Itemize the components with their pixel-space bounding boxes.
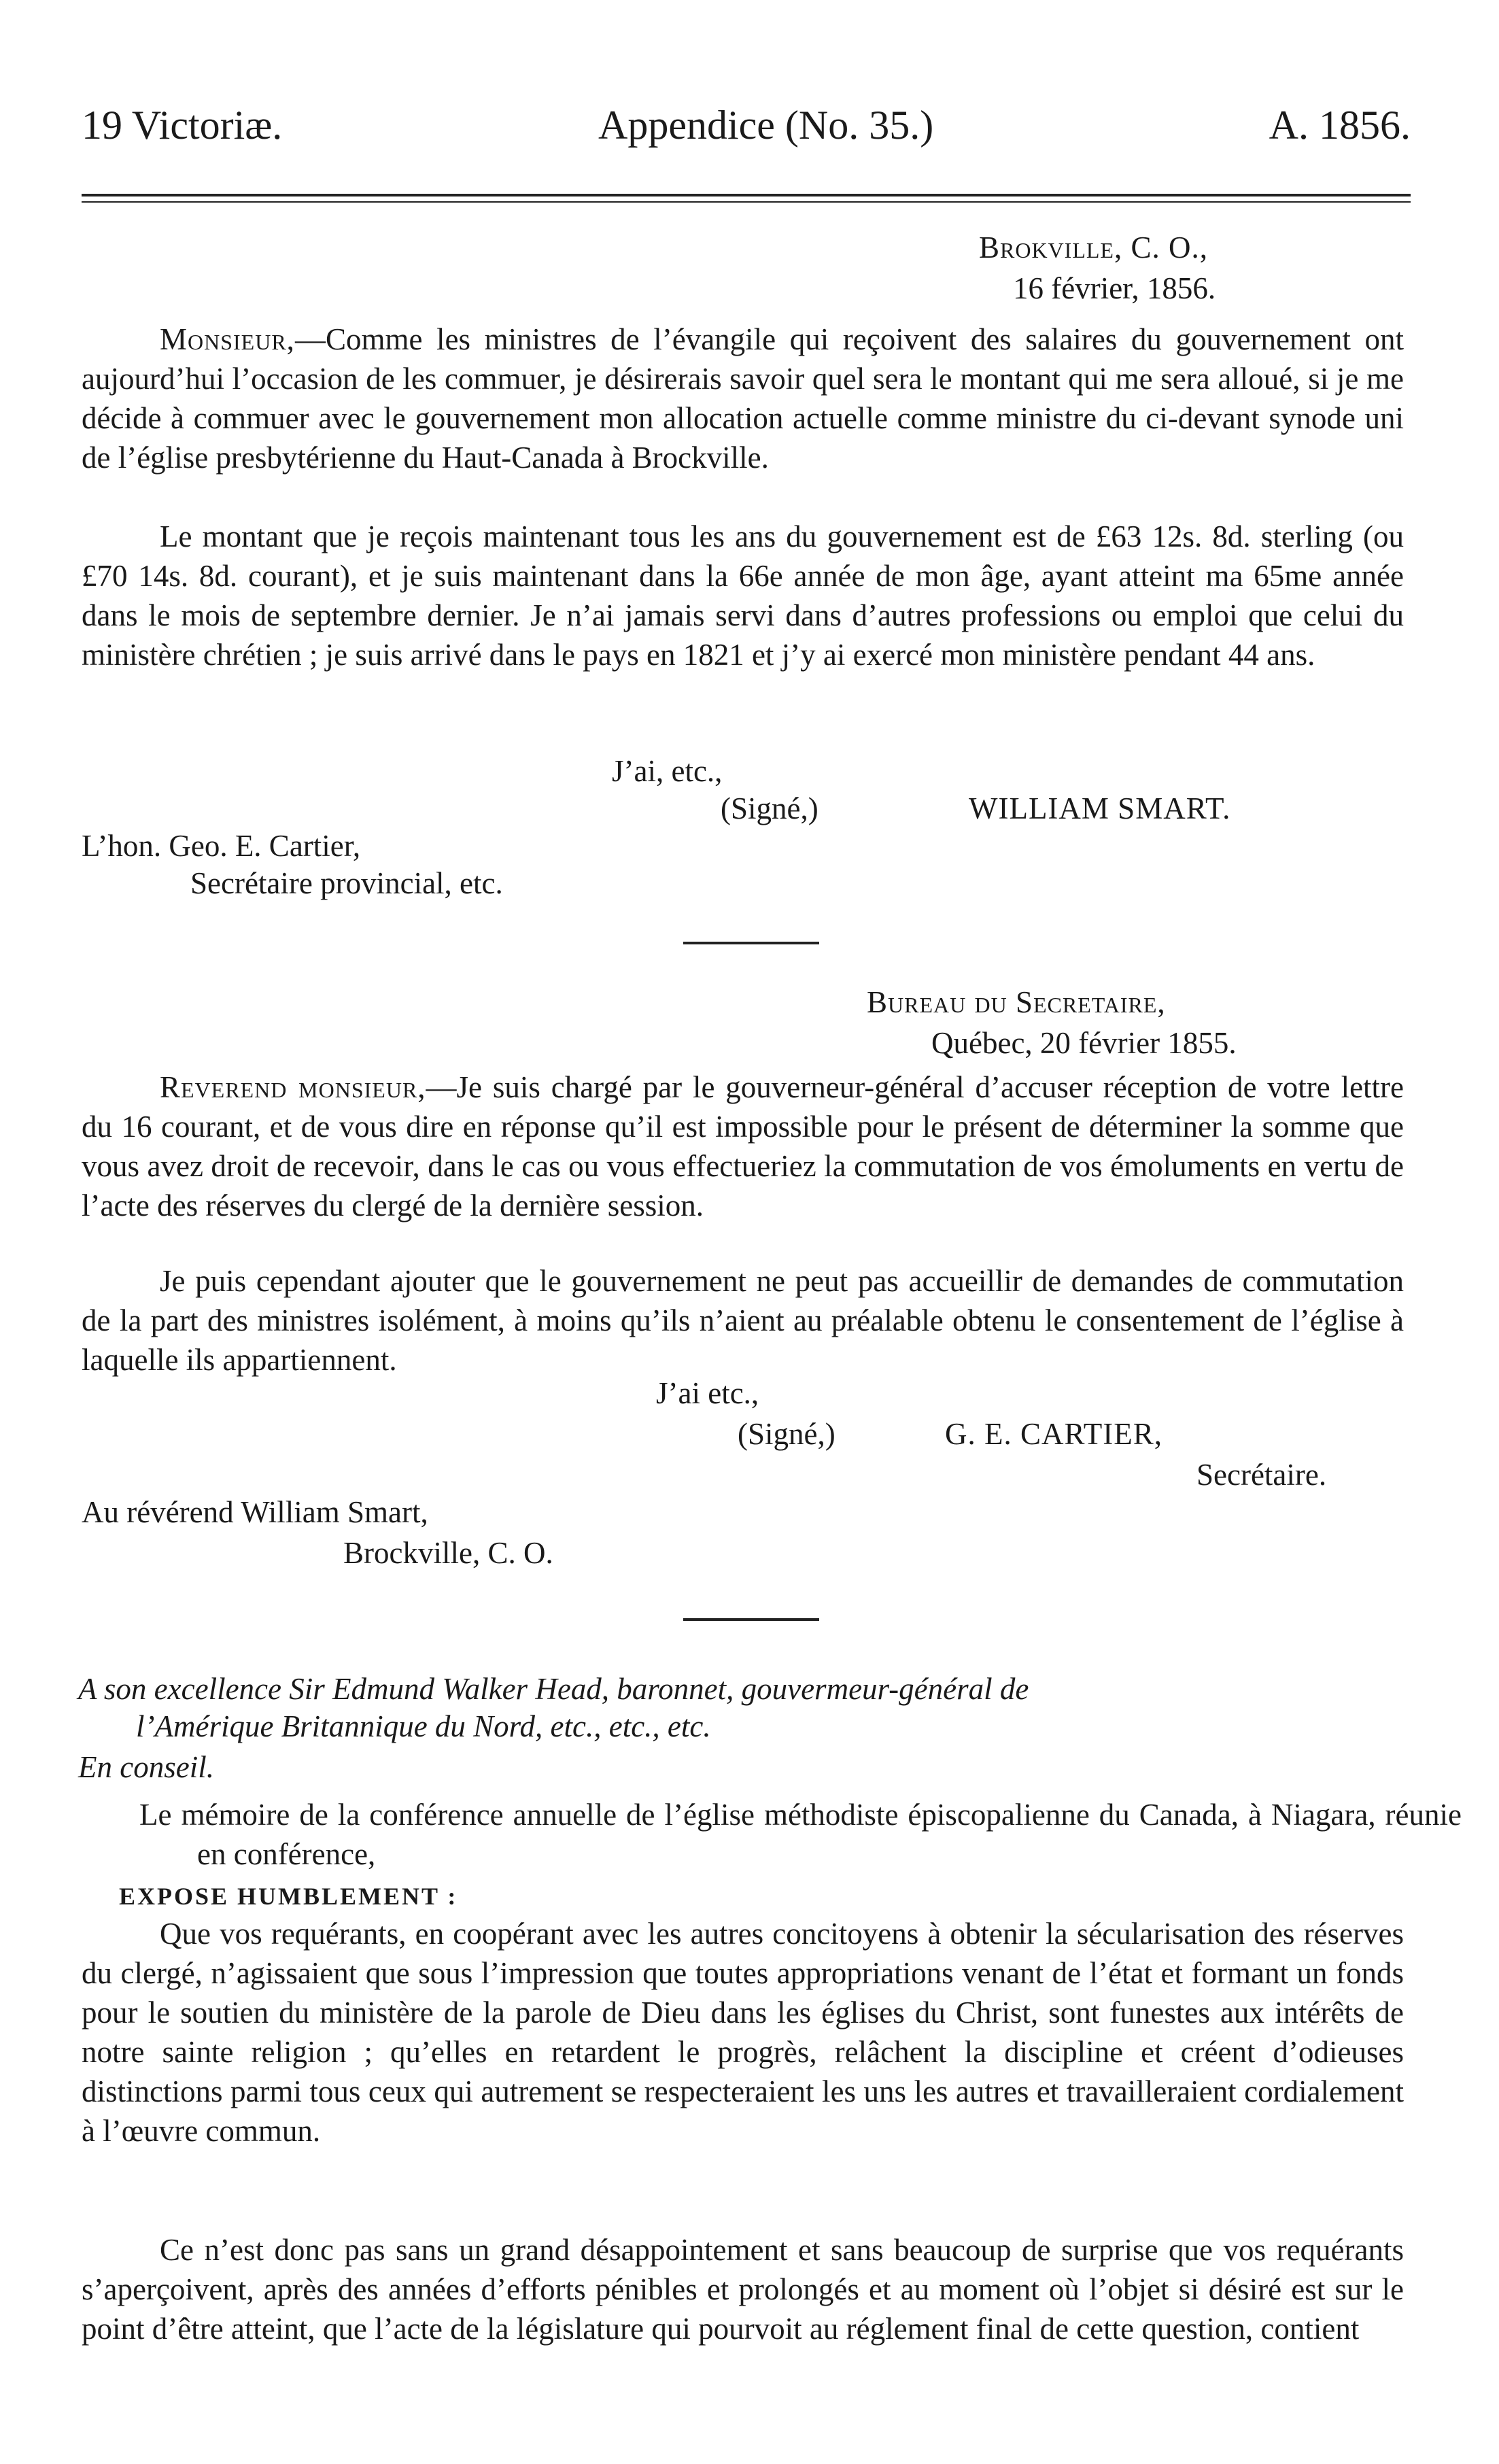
letter2-paragraph-2: Je puis cependant ajouter que le gouvernement ne peut pas accueillir de demandes de commutation de la part des ministres isolément, à moins qu’ils n’aient au préalable obtenu le consentement de l’église à laquelle ils appartiennent. (82, 1264, 1404, 1377)
letter2-addressee-place: Brockville, C. O. (343, 1536, 553, 1570)
letter2-paragraph-1 (82, 1067, 1404, 1225)
header-year: A. 1856. (1269, 103, 1411, 148)
letter2-title: Secrétaire. (1196, 1458, 1327, 1492)
header-session: 19 Victoriæ. (82, 103, 283, 148)
header-rule-thin (82, 201, 1411, 203)
page-header (82, 102, 1411, 163)
letter2-closing: J’ai etc., (656, 1376, 759, 1410)
memorial-council: En conseil. (78, 1750, 214, 1784)
letter1-place: Brokville, C. O., (979, 230, 1208, 264)
header-rule (82, 194, 1411, 196)
letter2-signed: (Signé,) (738, 1417, 835, 1451)
section-divider (683, 942, 819, 944)
header-appendix: Appendice (No. 35.) (598, 103, 934, 148)
section-divider-2 (683, 1618, 819, 1621)
letter2-body-1: —Je suis chargé par le gouverneur-général d’accuser réception de votre lettre du 16 courant, et de vous dire en réponse qu’il est impossible pour le présent de déterminer la somme que vous avez droit de recevoir, dans le cas ou vous effectueriez la commutation de vos émoluments en vertu de l’acte des réserves du clergé de la dernière session. (82, 1070, 1405, 1222)
memorial-intro: Le mémoire de la conférence annuelle de l’église méthodiste épiscopalienne du Canada, à Niagara, réunie en conférence, (139, 1798, 1462, 1871)
letter1-body-1: —Comme les ministres de l’évangile qui reçoivent des salaires du gouvernement ont aujourd’hui l’occasion de les commuer, je désirerais savoir quel sera le montant qui me sera alloué, si je me décide à commuer avec le gouvernement mon allocation actuelle comme ministre du ci-devant synode uni de l’église presbytérienne du Haut-Canada à Brockville. (82, 322, 1404, 475)
memorial-expose: EXPOSE HUMBLEMENT : (119, 1883, 458, 1910)
letter1-addressee: L’hon. Geo. E. Cartier, (82, 829, 361, 863)
letter2-signature: G. E. CARTIER, (945, 1417, 1163, 1451)
letter1-paragraph-2: Le montant que je reçois maintenant tous les ans du gouvernement est de £63 12s. 8d. sterling (ou £70 14s. 8d. courant), et je suis maintenant dans la 66e année de mon âge, ayant atteint ma 65me année dans le mois de septembre dernier. Je n’ai jamais servi dans d’autres professions ou emploi que celui du ministère chrétien ; je suis arrivé dans le pays en 1821 et j’y ai exercé mon ministère pendant 44 ans. (82, 519, 1404, 672)
letter1-date: 16 février, 1856. (1013, 271, 1216, 305)
letter1-paragraph-1 (82, 320, 1404, 477)
memorial-address-line-1: A son excellence Sir Edmund Walker Head, baronnet, gouvermeur-général de (78, 1672, 1029, 1706)
letter2-place: Bureau du Secretaire, (867, 985, 1166, 1019)
letter1-closing: J’ai, etc., (612, 754, 723, 788)
letter2-salutation: Reverend monsieur, (160, 1070, 426, 1104)
letter1-signed: (Signé,) (721, 791, 819, 825)
letter1-addressee-title: Secrétaire provincial, etc. (190, 866, 503, 900)
memorial-address-line-2: l’Amérique Britannique du Nord, etc., etc., etc. (136, 1709, 711, 1743)
letter2-addressee: Au révérend William Smart, (82, 1495, 428, 1529)
letter1-salutation: Monsieur, (160, 322, 295, 356)
letter2-date: Québec, 20 février 1855. (931, 1026, 1237, 1060)
memorial-paragraph-2: Ce n’est donc pas sans un grand désappointement et sans beaucoup de surprise que vos requérants s’aperçoivent, après des années d’efforts pénibles et prolongés et au moment où l’objet si désiré est sur le point d’être atteint, que l’acte de la législature qui pourvoit au réglement final de cette question, contient (82, 2233, 1404, 2346)
memorial-paragraph-1: Que vos requérants, en coopérant avec les autres concitoyens à obtenir la sécularisation des réserves du clergé, n’agissaient que sous l’impression que toutes appropriations venant de l’état et formant un fonds pour le soutien du ministère de la parole de Dieu dans les églises du Christ, sont funestes aux intérêts de notre sainte religion ; qu’elles en retardent le progrès, relâchent la discipline et créent d’odieuses distinctions parmi tous ceux qui autrement se respecteraient les uns les autres et travailleraient cordialement à l’œuvre commun. (82, 1917, 1404, 2148)
letter1-signature: WILLIAM SMART. (969, 791, 1231, 825)
